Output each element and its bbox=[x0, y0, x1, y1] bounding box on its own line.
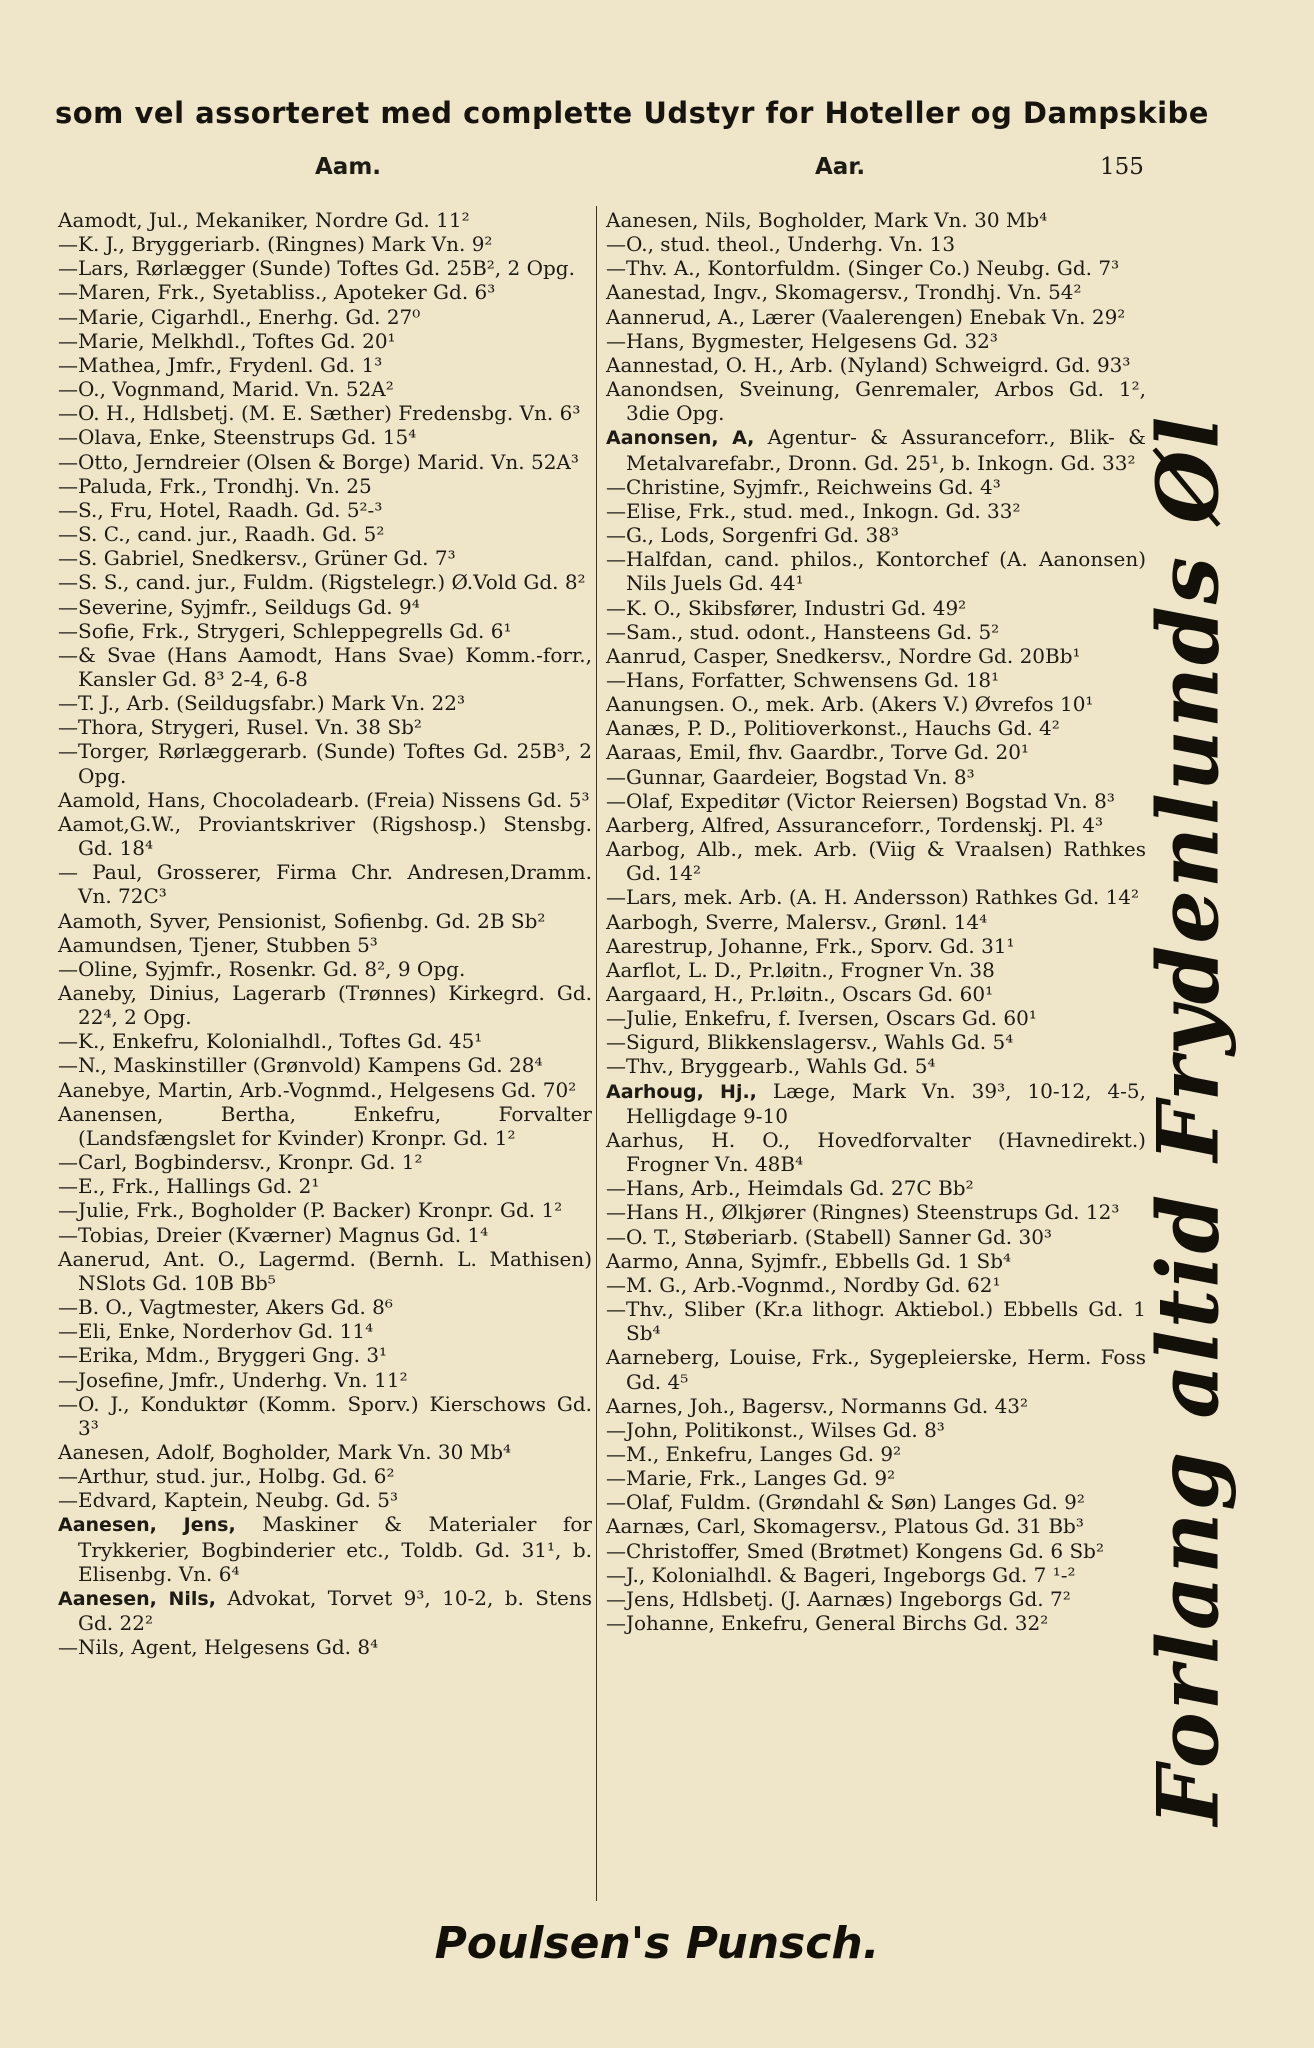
entry-text: —Severine, Syjmfr., Seildugs Gd. 9⁴ bbox=[58, 594, 420, 619]
entry-text: —Sigurd, Blikkenslagersv., Wahls Gd. 5⁴ bbox=[606, 1030, 1014, 1055]
directory-entry bbox=[58, 933, 592, 957]
entry-text: Aarneberg, Louise, Frk., Sygepleierske, Herm. Foss Gd. 4⁵ bbox=[606, 1345, 1146, 1394]
entry-text: —Hans, Forfatter, Schwensens Gd. 18¹ bbox=[606, 667, 1000, 692]
entry-text: —Jens, Hdlsbetj. (J. Aarnæs) Ingeborgs Gd. 7² bbox=[606, 1586, 1071, 1611]
footer-advertisement: Poulsen's Punsch. bbox=[434, 1918, 880, 1969]
directory-entry bbox=[606, 280, 1146, 304]
directory-entry bbox=[606, 377, 1146, 425]
entry-text: —Thora, Strygeri, Rusel. Vn. 38 Sb² bbox=[58, 715, 422, 740]
directory-entry bbox=[58, 739, 592, 787]
entry-text: —Halfdan, cand. philos., Kontorchef (A. Aanonsen) Nils Juels Gd. 44¹ bbox=[606, 547, 1146, 596]
entry-text: —Christoffer, Smed (Brøtmet) Kongens Gd. 6 Sb² bbox=[606, 1538, 1104, 1563]
directory-entry bbox=[606, 934, 1146, 958]
entry-text: Aargaard, H., Pr.løitn., Oscars Gd. 60¹ bbox=[606, 982, 994, 1006]
directory-entry bbox=[58, 1150, 592, 1174]
directory-entry bbox=[58, 1174, 592, 1198]
directory-entry bbox=[58, 208, 592, 232]
page-number: 155 bbox=[1100, 154, 1144, 180]
entry-text: Aamodt, Jul., Mekaniker, Nordre Gd. 11² bbox=[58, 208, 470, 232]
entry-text: —O., Vognmand, Marid. Vn. 52A² bbox=[58, 377, 394, 402]
directory-entry bbox=[606, 1587, 1146, 1611]
directory-entry bbox=[606, 475, 1146, 499]
entry-text: —S., Fru, Hotel, Raadh. Gd. 5²-³ bbox=[58, 497, 383, 522]
directory-entry bbox=[606, 523, 1146, 547]
directory-entry bbox=[58, 232, 592, 256]
directory-entry bbox=[58, 788, 592, 812]
directory-entry bbox=[58, 595, 592, 619]
entry-text: —B. O., Vagtmester, Akers Gd. 8⁶ bbox=[58, 1295, 393, 1320]
directory-entry bbox=[58, 1368, 592, 1392]
entry-text: —E., Frk., Hallings Gd. 2¹ bbox=[58, 1174, 320, 1199]
entry-text: —Otto, Jerndreier (Olsen & Borge) Marid. Vn. 52A³ bbox=[58, 449, 579, 474]
entry-text: Aarestrup, Johanne, Frk., Sporv. Gd. 31¹ bbox=[606, 933, 1015, 958]
directory-entry bbox=[58, 474, 592, 498]
entry-text: Aamold, Hans, Chocoladearb. (Freia) Nissens Gd. 5³ bbox=[58, 787, 590, 812]
entry-text: —Carl, Bogbindersv., Kronpr. Gd. 1² bbox=[58, 1150, 423, 1175]
entry-text: —Thv., Bryggearb., Wahls Gd. 5⁴ bbox=[606, 1054, 936, 1079]
directory-entry bbox=[606, 329, 1146, 353]
directory-entry bbox=[58, 570, 592, 594]
entry-text: —J., Kolonialhdl. & Bageri, Ingeborgs Gd. 7 ¹-² bbox=[606, 1562, 1076, 1587]
directory-entry bbox=[58, 1102, 592, 1150]
entry-text: Aanondsen, Sveinung, Genremaler, Arbos Gd. 1², 3die Opg. bbox=[606, 377, 1146, 426]
entry-text: —Johanne, Enkefru, General Birchs Gd. 32² bbox=[606, 1611, 1049, 1636]
entry-text: —& Svae (Hans Aamodt, Hans Svae) Komm.-forr., Kansler Gd. 8³ 2-4, 6-8 bbox=[58, 642, 592, 691]
entry-text: —Christine, Syjmfr., Reichweins Gd. 4³ bbox=[606, 474, 1001, 499]
entry-text: Læge, Mark Vn. 39³, 10-12, 4-5, Helligdage 9-10 bbox=[626, 1078, 1146, 1128]
directory-entry bbox=[606, 1054, 1146, 1078]
entry-text: Aanesen, Nils, Bogholder, Mark Vn. 30 Mb⁴ bbox=[606, 208, 1048, 232]
entry-text: —M. G., Arb.-Vognmd., Nordby Gd. 62¹ bbox=[606, 1272, 1001, 1297]
entry-name-bold: Aanonsen, A, bbox=[606, 427, 755, 450]
directory-entry bbox=[58, 425, 592, 449]
right-column-heading: Aar. bbox=[815, 154, 866, 180]
directory-entry bbox=[58, 1247, 592, 1295]
top-advertisement-banner: som vel assorteret med complette Udstyr for Hoteller og Dampskibe bbox=[55, 96, 1209, 130]
directory-entry bbox=[606, 885, 1146, 909]
directory-entry bbox=[606, 256, 1146, 280]
directory-entry bbox=[606, 668, 1146, 692]
directory-entry bbox=[58, 546, 592, 570]
entry-text: —Marie, Cigarhdl., Enerhg. Gd. 27⁰ bbox=[58, 304, 421, 329]
directory-entry bbox=[606, 1030, 1146, 1054]
directory-entry bbox=[58, 1635, 592, 1659]
entry-text: —Paluda, Frk., Trondhj. Vn. 25 bbox=[58, 473, 372, 498]
directory-entry bbox=[58, 860, 592, 908]
directory-entry bbox=[58, 1512, 592, 1585]
directory-entry bbox=[606, 982, 1146, 1006]
directory-entry bbox=[606, 1563, 1146, 1587]
directory-entry bbox=[58, 1319, 592, 1343]
directory-entry bbox=[606, 813, 1146, 837]
directory-entry bbox=[606, 1418, 1146, 1442]
directory-entry bbox=[606, 596, 1146, 620]
entry-text: Aarhus, H. O., Hovedforvalter (Havnedirekt.) Frogner Vn. 48B⁴ bbox=[606, 1127, 1146, 1177]
directory-entry bbox=[58, 691, 592, 715]
directory-entry bbox=[606, 1466, 1146, 1490]
entry-text: —S. Gabriel, Snedkersv., Grüner Gd. 7³ bbox=[58, 546, 456, 571]
directory-entry bbox=[606, 1514, 1146, 1538]
directory-entry bbox=[606, 547, 1146, 595]
entry-text: Aanensen, Bertha, Enkefru, Forvalter (Landsfængslet for Kvinder) Kronpr. Gd. 1² bbox=[58, 1101, 592, 1150]
entry-text: —Sam., stud. odont., Hansteens Gd. 5² bbox=[606, 619, 1000, 644]
directory-entry bbox=[58, 1488, 592, 1512]
entry-text: —Olava, Enke, Steenstrups Gd. 15⁴ bbox=[58, 425, 417, 450]
entry-text: — Paul, Grosserer, Firma Chr. Andresen,Dramm. Vn. 72C³ bbox=[58, 860, 592, 909]
entry-text: Aaraas, Emil, fhv. Gaardbr., Torve Gd. 20¹ bbox=[606, 740, 1030, 765]
directory-entry bbox=[606, 208, 1146, 232]
directory-entry bbox=[58, 957, 592, 981]
entry-text: —Hans H., Ølkjører (Ringnes) Steenstrups Gd. 12³ bbox=[606, 1200, 1120, 1225]
directory-entry bbox=[58, 305, 592, 329]
entry-text: Aarbogh, Sverre, Malersv., Grønl. 14⁴ bbox=[606, 909, 988, 934]
left-column bbox=[58, 208, 592, 1659]
left-column-heading: Aam. bbox=[315, 154, 382, 180]
entry-text: Aarmo, Anna, Syjmfr., Ebbells Gd. 1 Sb⁴ bbox=[606, 1248, 1012, 1273]
entry-text: Aamot,G.W., Proviantskriver (Rigshosp.) Stensbg. Gd. 18⁴ bbox=[58, 811, 592, 861]
entry-text: —Torger, Rørlæggerarb. (Sunde) Toftes Gd. 25B³, 2 Opg. bbox=[58, 739, 592, 788]
entry-text: —Thv., Sliber (Kr.a lithogr. Aktiebol.) Ebbells Gd. 1 Sb⁴ bbox=[606, 1297, 1146, 1346]
directory-entry bbox=[58, 643, 592, 691]
directory-entry bbox=[606, 305, 1146, 329]
entry-text: —Josefine, Jmfr., Underhg. Vn. 11² bbox=[58, 1367, 408, 1392]
directory-entry bbox=[606, 425, 1146, 474]
entry-text: Aaneby, Dinius, Lagerarb (Trønnes) Kirkegrd. Gd. 22⁴, 2 Opg. bbox=[58, 981, 592, 1030]
directory-entry bbox=[58, 619, 592, 643]
side-advertisement: Forlang altid Frydenlunds Øl bbox=[1138, 414, 1238, 1826]
directory-entry bbox=[58, 450, 592, 474]
entry-text: —Tobias, Dreier (Kværner) Magnus Gd. 1⁴ bbox=[58, 1222, 489, 1247]
directory-entry bbox=[606, 1442, 1146, 1466]
entry-text: —T. J., Arb. (Seildugsfabr.) Mark Vn. 22³ bbox=[58, 691, 466, 716]
entry-text: —Gunnar, Gaardeier, Bogstad Vn. 8³ bbox=[606, 764, 975, 789]
entry-text: Aanestad, Ingv., Skomagersv., Trondhj. Vn. 54² bbox=[606, 280, 1082, 305]
directory-entry bbox=[58, 256, 592, 280]
entry-text: Aannestad, O. H., Arb. (Nyland) Schweigrd. Gd. 93³ bbox=[606, 352, 1131, 377]
directory-entry bbox=[606, 1225, 1146, 1249]
directory-entry bbox=[58, 329, 592, 353]
directory-entry bbox=[606, 232, 1146, 256]
directory-entry bbox=[606, 765, 1146, 789]
entry-text: —S. S., cand. jur., Fuldm. (Rigstelegr.) Ø.Vold Gd. 8² bbox=[58, 570, 586, 595]
entry-text: —M., Enkefru, Langes Gd. 9² bbox=[606, 1441, 902, 1466]
entry-text: —John, Politikonst., Wilses Gd. 8³ bbox=[606, 1417, 945, 1442]
entry-text: —O., stud. theol., Underhg. Vn. 13 bbox=[606, 232, 956, 257]
entry-name-bold: Aanesen, Jens, bbox=[58, 1514, 236, 1537]
entry-name-bold: Aanesen, Nils, bbox=[58, 1587, 216, 1610]
entry-text: —Edvard, Kaptein, Neubg. Gd. 5³ bbox=[58, 1488, 399, 1513]
entry-text: —Marie, Melkhdl., Toftes Gd. 20¹ bbox=[58, 328, 396, 353]
directory-entry bbox=[58, 715, 592, 739]
directory-entry bbox=[606, 620, 1146, 644]
entry-text: Agentur- & Assuranceforr., Blik- & Metalvarefabr., Dronn. Gd. 25¹, b. Inkogn. Gd. 33² bbox=[626, 425, 1146, 475]
entry-text: Aarbog, Alb., mek. Arb. (Viig & Vraalsen) Rathkes Gd. 14² bbox=[606, 837, 1146, 886]
entry-text: —Sofie, Frk., Strygeri, Schleppegrells Gd. 6¹ bbox=[58, 618, 512, 643]
directory-entry bbox=[606, 1176, 1146, 1200]
directory-entry bbox=[606, 499, 1146, 523]
entry-text: Aarflot, L. D., Pr.løitn., Frogner Vn. 38 bbox=[606, 957, 995, 982]
entry-text: —Lars, Rørlægger (Sunde) Toftes Gd. 25B², 2 Opg. bbox=[58, 256, 575, 281]
entry-text: —Olaf, Expeditør (Victor Reiersen) Bogstad Vn. 8³ bbox=[606, 788, 1115, 813]
entry-name-bold: Aarhoug, Hj., bbox=[606, 1080, 757, 1103]
entry-text: —Marie, Frk., Langes Gd. 9² bbox=[606, 1466, 896, 1491]
directory-entry bbox=[606, 740, 1146, 764]
entry-text: —O. J., Konduktør (Komm. Sporv.) Kierschows Gd. 3³ bbox=[58, 1391, 592, 1440]
entry-text: —Maren, Frk., Syetabliss., Apoteker Gd. 6³ bbox=[58, 280, 496, 305]
directory-entry bbox=[58, 1078, 592, 1102]
directory-entry bbox=[58, 1029, 592, 1053]
entry-text: Aanungsen. O., mek. Arb. (Akers V.) Øvrefos 10¹ bbox=[606, 692, 1094, 717]
directory-entry bbox=[58, 522, 592, 546]
entry-text: —K., Enkefru, Kolonialhdl., Toftes Gd. 45¹ bbox=[58, 1029, 483, 1054]
entry-text: —Julie, Enkefru, f. Iversen, Oscars Gd. 60¹ bbox=[606, 1006, 1037, 1031]
entry-text: —Oline, Syjmfr., Rosenkr. Gd. 8², 9 Opg. bbox=[58, 956, 466, 981]
entry-text: Aanebye, Martin, Arb.-Vognmd., Helgesens Gd. 70² bbox=[58, 1077, 577, 1102]
directory-entry bbox=[606, 716, 1146, 740]
entry-text: Aamoth, Syver, Pensionist, Sofienbg. Gd. 2B Sb² bbox=[58, 908, 546, 933]
directory-entry bbox=[606, 789, 1146, 813]
entry-text: Aarnæs, Carl, Skomagersv., Platous Gd. 31 Bb³ bbox=[606, 1514, 1084, 1539]
directory-entry bbox=[58, 1053, 592, 1077]
entry-text: —Arthur, stud. jur., Holbg. Gd. 6² bbox=[58, 1464, 395, 1489]
entry-text: Aanæs, P. D., Politioverkonst., Hauchs Gd. 4² bbox=[606, 716, 1060, 741]
entry-text: —K. O., Skibsfører, Industri Gd. 49² bbox=[606, 595, 967, 620]
directory-entry bbox=[606, 1006, 1146, 1030]
entry-text: Aannerud, A., Lærer (Vaalerengen) Enebak Vn. 29² bbox=[606, 304, 1126, 329]
entry-text: —O. T., Støberiarb. (Stabell) Sanner Gd. 30³ bbox=[606, 1224, 1052, 1249]
directory-entry bbox=[58, 1223, 592, 1247]
entry-text: —Erika, Mdm., Bryggeri Gng. 3¹ bbox=[58, 1343, 388, 1368]
entry-text: Aanrud, Casper, Snedkersv., Nordre Gd. 20Bb¹ bbox=[606, 643, 1081, 668]
entry-text: Aamundsen, Tjener, Stubben 5³ bbox=[58, 932, 378, 957]
entry-text: Advokat, Torvet 9³, 10-2, b. Stens Gd. 22² bbox=[78, 1585, 592, 1636]
entry-text: —S. C., cand. jur., Raadh. Gd. 5² bbox=[58, 522, 385, 547]
directory-entry bbox=[606, 1394, 1146, 1418]
entry-text: —G., Lods, Sorgenfri Gd. 38³ bbox=[606, 523, 899, 548]
entry-text: —Eli, Enke, Norderhov Gd. 11⁴ bbox=[58, 1319, 374, 1344]
directory-entry bbox=[58, 981, 592, 1029]
entry-text: Aanesen, Adolf, Bogholder, Mark Vn. 30 Mb⁴ bbox=[58, 1439, 512, 1464]
column-divider bbox=[596, 206, 597, 1901]
entry-text: Aanerud, Ant. O., Lagermd. (Bernh. L. Mathisen) NSlots Gd. 10B Bb⁵ bbox=[58, 1246, 592, 1295]
directory-entry bbox=[58, 1295, 592, 1319]
entry-text: —Mathea, Jmfr., Frydenl. Gd. 1³ bbox=[58, 352, 383, 377]
entry-text: —Hans, Arb., Heimdals Gd. 27C Bb² bbox=[606, 1176, 974, 1201]
directory-entry bbox=[58, 1198, 592, 1222]
directory-entry bbox=[606, 958, 1146, 982]
directory-entry bbox=[606, 1539, 1146, 1563]
entry-text: —Olaf, Fuldm. (Grøndahl & Søn) Langes Gd. 9² bbox=[606, 1490, 1085, 1515]
directory-entry bbox=[58, 353, 592, 377]
directory-entry bbox=[58, 280, 592, 304]
directory-entry bbox=[58, 498, 592, 522]
directory-entry bbox=[606, 1079, 1146, 1128]
entry-text: Aarnes, Joh., Bagersv., Normanns Gd. 43² bbox=[606, 1393, 1029, 1418]
right-column bbox=[606, 208, 1146, 1635]
entry-text: —Elise, Frk., stud. med., Inkogn. Gd. 33² bbox=[606, 498, 1021, 523]
entry-text: —Thv. A., Kontorfuldm. (Singer Co.) Neubg. Gd. 7³ bbox=[606, 256, 1120, 281]
directory-entry bbox=[58, 1440, 592, 1464]
directory-entry bbox=[606, 910, 1146, 934]
directory-entry bbox=[606, 353, 1146, 377]
directory-entry bbox=[58, 401, 592, 425]
entry-text: —Lars, mek. Arb. (A. H. Andersson) Rathkes Gd. 14² bbox=[606, 885, 1140, 910]
directory-entry bbox=[58, 909, 592, 933]
entry-text: —O. H., Hdlsbetj. (M. E. Sæther) Fredensbg. Vn. 6³ bbox=[58, 401, 581, 426]
directory-entry bbox=[58, 1586, 592, 1635]
directory-entry bbox=[606, 692, 1146, 716]
directory-entry bbox=[606, 1128, 1146, 1176]
directory-entry bbox=[58, 1464, 592, 1488]
directory-entry bbox=[606, 1273, 1146, 1297]
entry-text: —K. J., Bryggeriarb. (Ringnes) Mark Vn. 9² bbox=[58, 232, 493, 257]
entry-text: —N., Maskinstiller (Grønvold) Kampens Gd. 28⁴ bbox=[58, 1053, 543, 1078]
directory-entry bbox=[606, 1200, 1146, 1224]
entry-text: —Hans, Bygmester, Helgesens Gd. 32³ bbox=[606, 328, 998, 353]
directory-entry bbox=[58, 377, 592, 401]
directory-entry bbox=[58, 1392, 592, 1440]
directory-entry bbox=[606, 1611, 1146, 1635]
entry-text: —Julie, Frk., Bogholder (P. Backer) Kronpr. Gd. 1² bbox=[58, 1198, 563, 1223]
directory-entry bbox=[58, 812, 592, 860]
directory-entry bbox=[606, 1297, 1146, 1345]
directory-entry bbox=[58, 1343, 592, 1367]
entry-text: Maskiner & Materialer for Trykkerier, Bogbinderier etc., Toldb. Gd. 31¹, b. Elisenbg. Vn. 6⁴ bbox=[78, 1512, 592, 1586]
entry-text: Aarberg, Alfred, Assuranceforr., Tordenskj. Pl. 4³ bbox=[606, 812, 1104, 837]
directory-entry bbox=[606, 644, 1146, 668]
directory-entry bbox=[606, 837, 1146, 885]
directory-entry bbox=[606, 1345, 1146, 1393]
directory-entry bbox=[606, 1249, 1146, 1273]
entry-text: —Nils, Agent, Helgesens Gd. 8⁴ bbox=[58, 1635, 379, 1660]
directory-entry bbox=[606, 1490, 1146, 1514]
